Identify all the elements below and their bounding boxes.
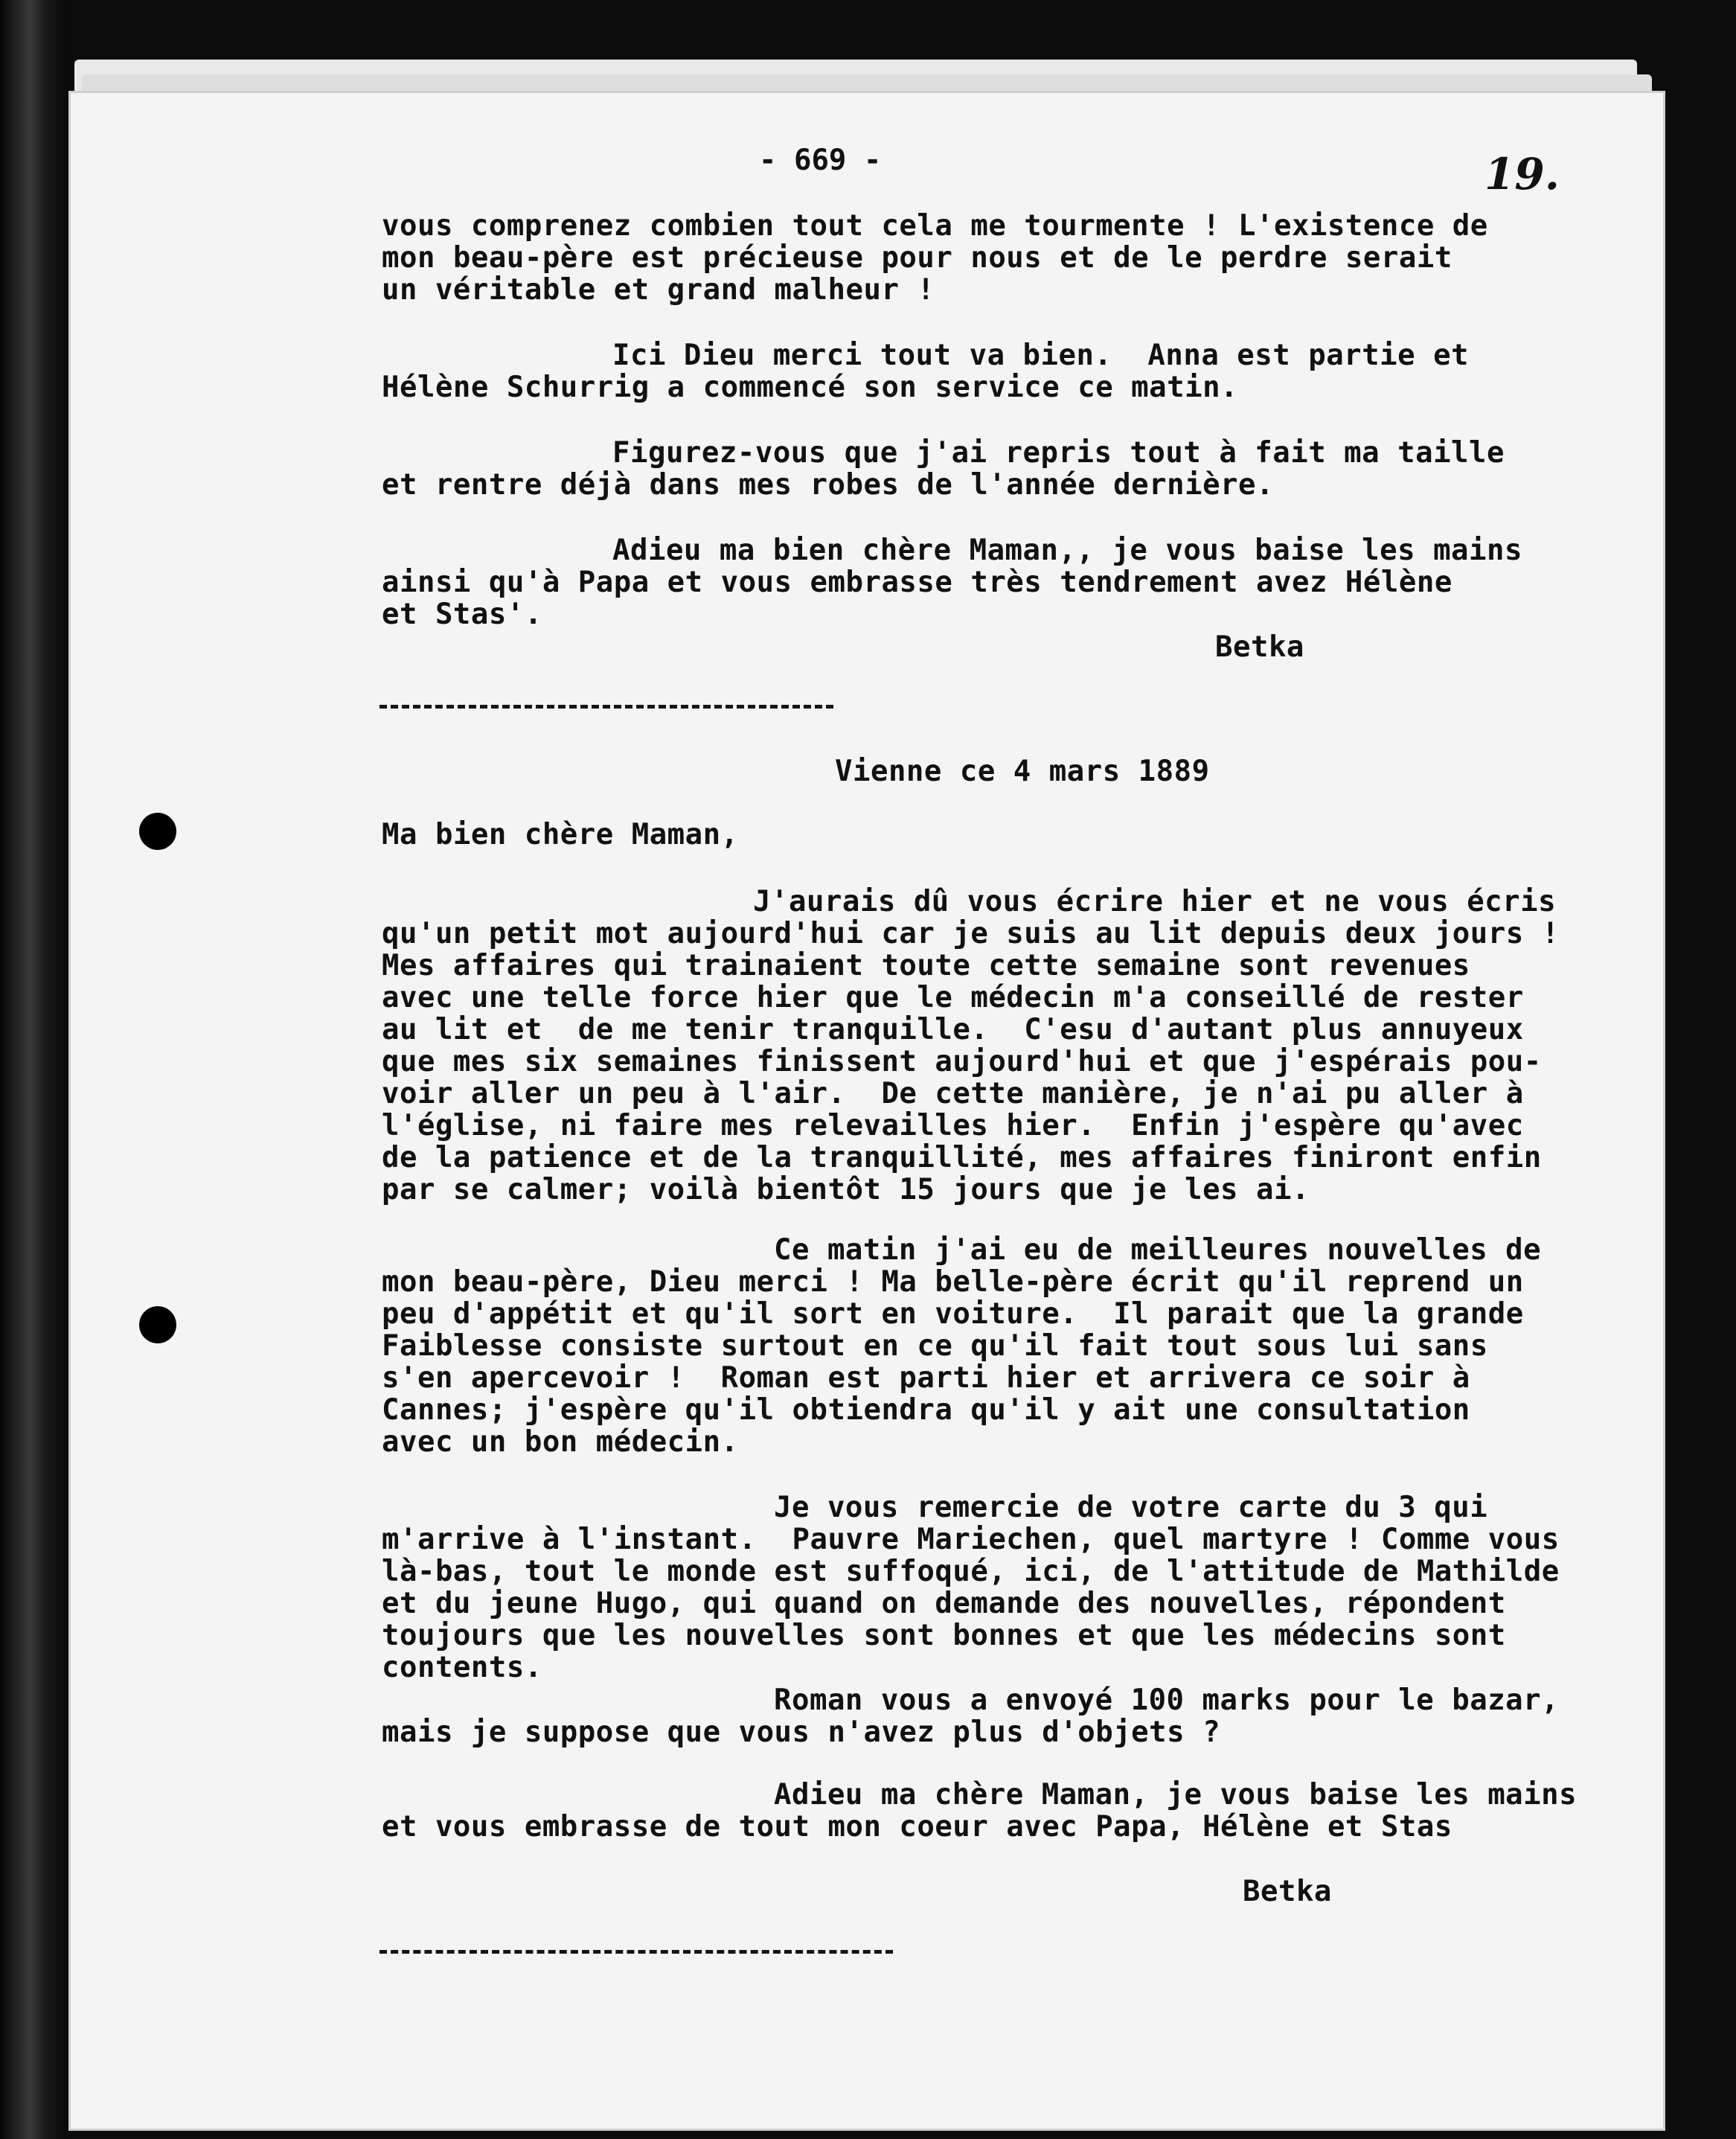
letter1-signature: Betka	[1215, 630, 1304, 664]
letter2-salutation: Ma bien chère Maman,	[382, 818, 739, 851]
letter1-line: et Stas'.	[382, 598, 542, 631]
letter2-line: que mes six semaines finissent aujourd'hui et que j'espérais pou-	[382, 1045, 1542, 1078]
folio-mark: 19.	[1484, 149, 1560, 199]
letter1-line: Ici Dieu merci tout va bien. Anna est partie et	[612, 339, 1470, 372]
letter2-line: Cannes; j'espère qu'il obtiendra qu'il y ait une consultation	[382, 1393, 1470, 1427]
letter2-line: Adieu ma chère Maman, je vous baise les mains	[774, 1778, 1578, 1812]
letter2-line: mon beau-père, Dieu merci ! Ma belle-père écrit qu'il reprend un	[382, 1265, 1524, 1299]
letter2-line: avec une telle force hier que le médecin m'a conseillé de rester	[382, 981, 1524, 1014]
letter2-line: au lit et de me tenir tranquille. C'esu d'autant plus annuyeux	[382, 1013, 1524, 1046]
letter2-line: voir aller un peu à l'air. De cette manière, je n'ai pu aller à	[382, 1077, 1524, 1110]
punch-hole	[139, 1306, 176, 1343]
letter2-line: Faiblesse consiste surtout en ce qu'il fait tout sous lui sans	[382, 1329, 1488, 1363]
letter2-line: Roman vous a envoyé 100 marks pour le bazar,	[774, 1684, 1560, 1717]
letter2-line: s'en apercevoir ! Roman est parti hier et arrivera ce soir à	[382, 1361, 1470, 1395]
letter2-line: Mes affaires qui trainaient toute cette semaine sont revenues	[382, 949, 1470, 982]
letter1-line: et rentre déjà dans mes robes de l'année dernière.	[382, 468, 1274, 502]
letter2-line: et du jeune Hugo, qui quand on demande des nouvelles, répondent	[382, 1587, 1506, 1620]
letter2-line: peu d'appétit et qu'il sort en voiture. Il parait que la grande	[382, 1297, 1524, 1331]
letter1-line: Hélène Schurrig a commencé son service ce matin.	[382, 371, 1239, 404]
letter1-line: Adieu ma bien chère Maman,, je vous baise les mains	[612, 534, 1522, 567]
letter2-line: contents.	[382, 1651, 542, 1684]
letter2-dateline: Vienne ce 4 mars 1889	[835, 755, 1210, 788]
letter2-line: Ce matin j'ai eu de meilleures nouvelles de	[774, 1233, 1542, 1267]
letter2-line: m'arrive à l'instant. Pauvre Mariechen, quel martyre ! Comme vous	[382, 1523, 1560, 1556]
binder-edge	[0, 0, 67, 2139]
separator-line	[379, 705, 833, 709]
letter1-line: un véritable et grand malheur !	[382, 273, 935, 307]
letter1-line: vous comprenez combien tout cela me tourmente ! L'existence de	[382, 209, 1488, 243]
letter2-signature: Betka	[1243, 1875, 1332, 1908]
letter2-line: et vous embrasse de tout mon coeur avec Papa, Hélène et Stas	[382, 1810, 1452, 1844]
letter2-line: qu'un petit mot aujourd'hui car je suis au lit depuis deux jours !	[382, 917, 1560, 950]
letter1-line: ainsi qu'à Papa et vous embrasse très tendrement avez Hélène	[382, 566, 1452, 599]
letter2-line: toujours que les nouvelles sont bonnes et que les médecins sont	[382, 1619, 1506, 1652]
punch-hole	[139, 813, 176, 850]
letter2-line: de la patience et de la tranquillité, mes affaires finiront enfin	[382, 1141, 1542, 1174]
letter2-line: là-bas, tout le monde est suffoqué, ici, de l'attitude de Mathilde	[382, 1555, 1560, 1588]
letter2-line: Je vous remercie de votre carte du 3 qui	[774, 1491, 1488, 1524]
letter2-line: par se calmer; voilà bientôt 15 jours que je les ai.	[382, 1173, 1310, 1206]
letter2-line: J'aurais dû vous écrire hier et ne vous écris	[753, 885, 1557, 918]
page-number: - 669 -	[759, 144, 882, 177]
letter2-line: l'église, ni faire mes relevailles hier. Enfin j'espère qu'avec	[382, 1109, 1524, 1142]
letter1-line: Figurez-vous que j'ai repris tout à fait ma taille	[612, 436, 1505, 470]
separator-line	[379, 1950, 893, 1954]
letter2-line: mais je suppose que vous n'avez plus d'objets ?	[382, 1716, 1221, 1749]
letter1-line: mon beau-père est précieuse pour nous et de le perdre serait	[382, 241, 1452, 275]
letter2-line: avec un bon médecin.	[382, 1425, 739, 1459]
